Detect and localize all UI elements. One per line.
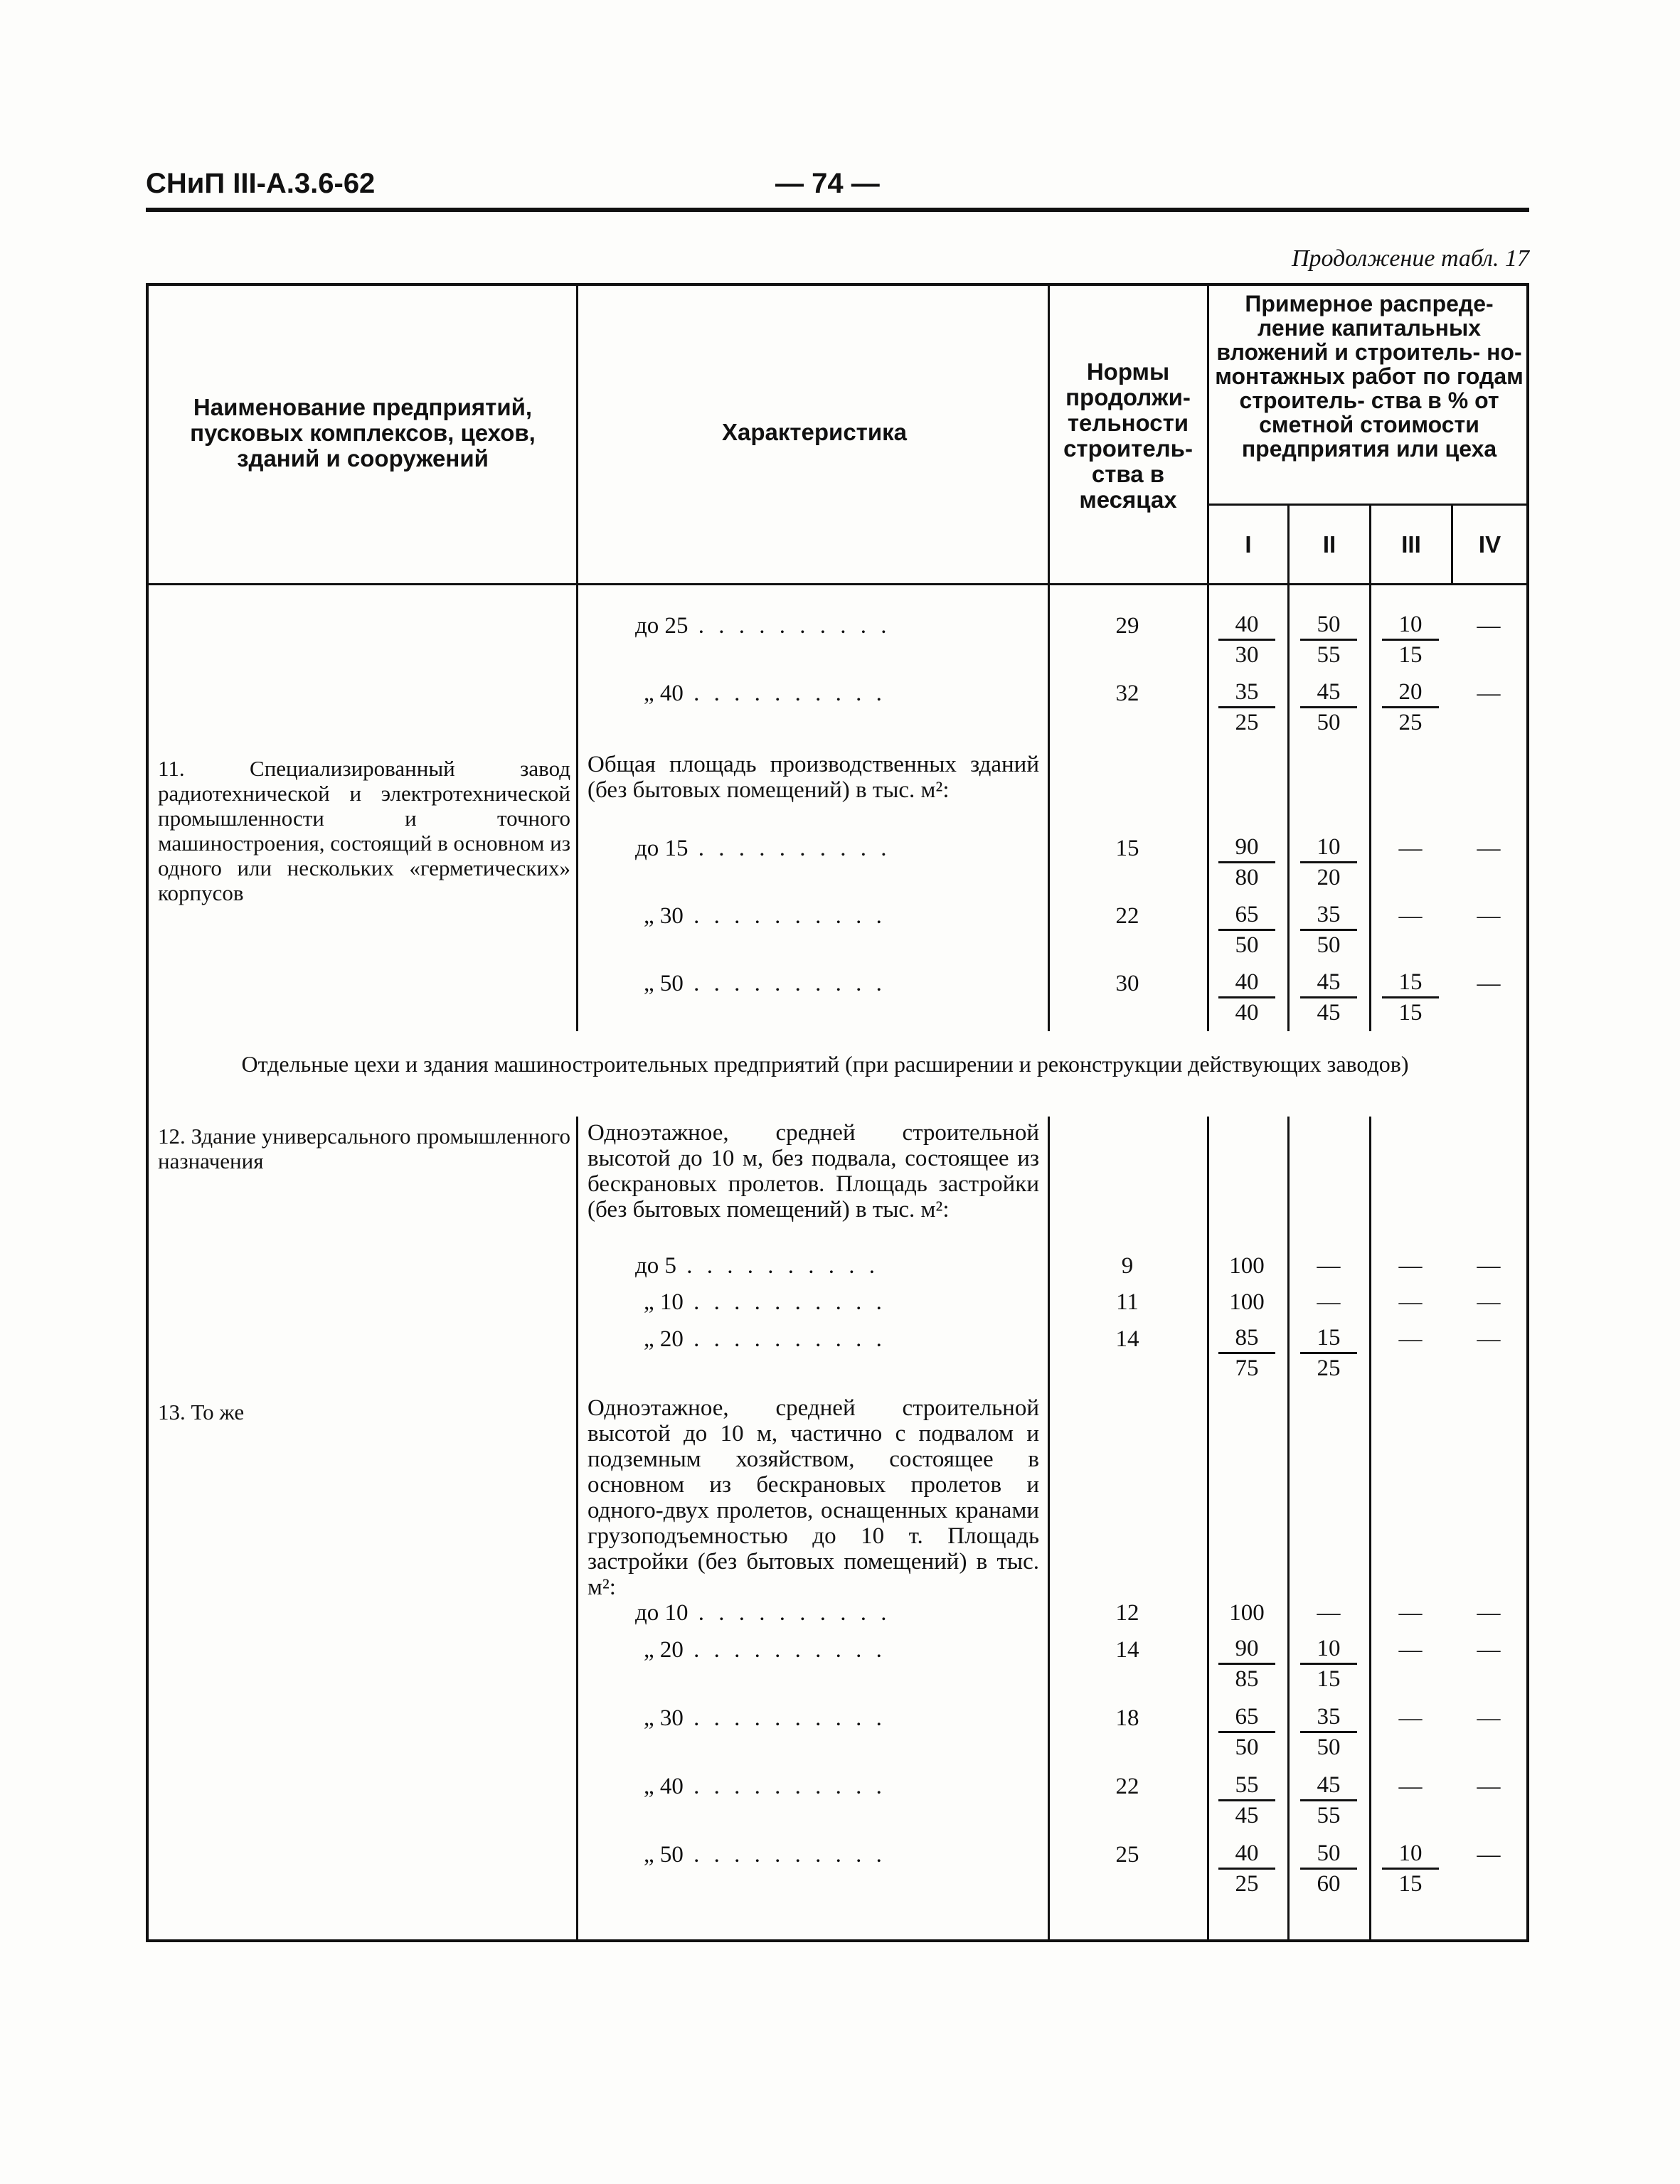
y2-fraction (1300, 678, 1357, 737)
col-divider (1048, 283, 1050, 585)
y4-value: — (1477, 836, 1501, 861)
row-label (644, 1289, 886, 1316)
y2-value: — (1317, 1253, 1341, 1279)
row-label-text: „ 20 (644, 1637, 684, 1663)
leader-dots: . . . . . . . . . . (683, 1705, 886, 1731)
y2-numerator: 45 (1300, 1771, 1357, 1801)
y4-value: — (1477, 971, 1501, 996)
row-label-text: „ 30 (644, 903, 684, 929)
row-label (635, 613, 891, 639)
y1-numerator: 40 (1218, 968, 1275, 998)
leader-dots: . . . . . . . . . . (683, 1842, 886, 1868)
duration-months: 29 (1115, 613, 1139, 639)
y3-numerator: 15 (1382, 968, 1439, 998)
y3-fraction (1382, 968, 1439, 1027)
header-year-1: I (1245, 531, 1252, 558)
y1-numerator: 55 (1218, 1771, 1275, 1801)
table-header-rule (146, 583, 1529, 585)
y2-denominator: 50 (1317, 1735, 1341, 1760)
duration-months: 15 (1115, 836, 1139, 861)
y4-value: — (1477, 903, 1501, 929)
y3-denominator: 15 (1398, 1000, 1423, 1026)
duration-months: 30 (1115, 971, 1139, 996)
y1-numerator: 35 (1218, 678, 1275, 708)
row-label (644, 1705, 886, 1732)
duration-months: 11 (1116, 1289, 1139, 1315)
y1-denominator: 80 (1235, 865, 1259, 890)
y1-fraction (1218, 968, 1275, 1027)
y1-numerator: 90 (1218, 833, 1275, 863)
y1-denominator: 45 (1235, 1803, 1259, 1828)
y2-numerator: 10 (1300, 833, 1357, 863)
item-11-name: 11. Специализированный завод радиотехнической и электротехнической промышленности и точного машиностроения, состоящий в основном из одного или нескольких «герметических» корпусов (158, 756, 570, 905)
row-label-text: „ 40 (644, 681, 684, 706)
y2-denominator: 50 (1317, 710, 1341, 735)
page-number: — 74 — (775, 168, 880, 199)
row-label (635, 836, 891, 862)
leader-dots: . . . . . . . . . . (683, 1637, 886, 1663)
y1-denominator: 75 (1235, 1355, 1259, 1381)
y1-numerator: 40 (1218, 1839, 1275, 1870)
y1-fraction (1218, 900, 1275, 959)
col-divider (1207, 585, 1209, 1031)
y2-fraction (1300, 610, 1357, 669)
y3-value: — (1398, 836, 1423, 861)
years-rule (1207, 504, 1529, 506)
leader-dots: . . . . . . . . . . (683, 681, 886, 706)
col-divider (1048, 585, 1050, 1031)
duration-months: 14 (1115, 1326, 1139, 1352)
y2-numerator: 45 (1300, 968, 1357, 998)
y3-denominator: 15 (1398, 1871, 1423, 1897)
row-label-text: до 25 (635, 613, 689, 639)
y2-denominator: 45 (1317, 1000, 1341, 1026)
row-label (644, 903, 886, 929)
row-label (635, 1600, 891, 1626)
y1-denominator: 50 (1235, 1735, 1259, 1760)
y1-numerator: 90 (1218, 1634, 1275, 1665)
col-divider (1287, 585, 1290, 1031)
y1-fraction (1218, 1839, 1275, 1898)
row-label (644, 971, 886, 997)
leader-dots: . . . . . . . . . . (683, 1774, 886, 1799)
leader-dots: . . . . . . . . . . (676, 1253, 880, 1279)
y1-numerator: 65 (1218, 1703, 1275, 1733)
y2-fraction (1300, 1323, 1357, 1383)
y1-denominator: 40 (1235, 1000, 1259, 1026)
leader-dots: . . . . . . . . . . (688, 1600, 891, 1626)
y4-value: — (1477, 1774, 1501, 1799)
y4-value: — (1477, 1253, 1501, 1279)
y4-value: — (1477, 1326, 1501, 1352)
leader-dots: . . . . . . . . . . (683, 1326, 886, 1352)
y2-fraction (1300, 968, 1357, 1027)
item-11-description: Общая площадь производственных зданий (без бытовых помещений) в тыс. м²: (588, 752, 1039, 803)
row-label (644, 1326, 886, 1353)
duration-months: 18 (1115, 1705, 1139, 1731)
y1-fraction (1218, 1771, 1275, 1830)
col-divider (1369, 1117, 1371, 1939)
y3-value: — (1398, 903, 1423, 929)
y2-fraction (1300, 900, 1357, 959)
y4-value: — (1477, 1600, 1501, 1626)
duration-months: 22 (1115, 1774, 1139, 1799)
y2-numerator: 50 (1300, 1839, 1357, 1870)
y1-fraction (1218, 1703, 1275, 1762)
y2-denominator: 50 (1317, 932, 1341, 958)
header-norms-column: Нормы продолжи- тельности строитель- ства в месяцах (1063, 358, 1193, 513)
duration-months: 9 (1121, 1253, 1134, 1279)
y2-denominator: 15 (1317, 1666, 1341, 1692)
y3-value: — (1398, 1289, 1423, 1315)
y1-denominator: 30 (1235, 642, 1259, 668)
y2-denominator: 55 (1317, 1803, 1341, 1828)
header-year-4: IV (1478, 531, 1501, 558)
y2-value: — (1317, 1600, 1341, 1626)
row-label-text: „ 50 (644, 1842, 684, 1868)
col-divider (1207, 1117, 1209, 1939)
section-title: Отдельные цехи и здания машиностроительных предприятий (при расширении и реконструкции действующих заводов) (241, 1051, 1409, 1077)
y2-fraction (1300, 1634, 1357, 1693)
y1-fraction (1218, 1634, 1275, 1693)
col-divider (1048, 1117, 1050, 1939)
y3-value: — (1398, 1600, 1423, 1626)
y1-fraction (1218, 610, 1275, 669)
row-label-text: „ 30 (644, 1705, 684, 1731)
y2-denominator: 25 (1317, 1355, 1341, 1381)
header-distribution-column: Примерное распреде- ление капитальных вложений и строитель- но-монтажных работ по годам строитель- ства в % от сметной стоимости предприятия или цеха (1215, 291, 1524, 462)
row-label-text: до 5 (635, 1253, 677, 1279)
y4-value: — (1477, 613, 1501, 639)
y2-numerator: 45 (1300, 678, 1357, 708)
duration-months: 12 (1115, 1600, 1139, 1626)
y3-fraction (1382, 1839, 1439, 1898)
row-label-text: „ 50 (644, 971, 684, 996)
y2-fraction (1300, 1703, 1357, 1762)
y2-numerator: 35 (1300, 900, 1357, 931)
item-12-name: 12. Здание универсального промышленного назначения (158, 1124, 570, 1173)
y1-denominator: 25 (1235, 710, 1259, 735)
row-label (644, 681, 886, 707)
y2-fraction (1300, 833, 1357, 892)
row-label (635, 1253, 879, 1279)
y2-denominator: 20 (1317, 865, 1341, 890)
col-divider (576, 1117, 578, 1939)
y2-numerator: 15 (1300, 1323, 1357, 1354)
leader-dots: . . . . . . . . . . (683, 1289, 886, 1315)
table-top-rule (146, 283, 1529, 286)
row-label-text: „ 20 (644, 1326, 684, 1352)
leader-dots: . . . . . . . . . . (683, 971, 886, 996)
leader-dots: . . . . . . . . . . (688, 836, 891, 861)
item-12-description: Одноэтажное, средней строительной высотой до 10 м, без подвала, состоящее из бескрановых пролетов. Площадь застройки (без бытовых помещений) в тыс. м²: (588, 1120, 1039, 1222)
y1-numerator: 40 (1218, 610, 1275, 641)
header-year-3: III (1401, 531, 1421, 558)
y3-numerator: 10 (1382, 610, 1439, 641)
col-divider (576, 283, 578, 585)
duration-months: 22 (1115, 903, 1139, 929)
y4-value: — (1477, 1289, 1501, 1315)
row-label-text: „ 10 (644, 1289, 684, 1315)
leader-dots: . . . . . . . . . . (683, 903, 886, 929)
y1-fraction (1218, 1323, 1275, 1383)
y2-denominator: 55 (1317, 642, 1341, 668)
table-continuation-note: Продолжение табл. 17 (1291, 245, 1529, 272)
header-rule (146, 208, 1529, 212)
item-13-description: Одноэтажное, средней строительной высотой до 10 м, частично с подвалом и подземным хозяйством, состоящее в основном из бескрановых пролетов и одного-двух пролетов, оснащенных кранами грузоподъемностью до 10 т. Площадь застройки (без бытовых помещений) в тыс. м²: (588, 1395, 1039, 1600)
row-label (644, 1842, 886, 1868)
y2-numerator: 50 (1300, 610, 1357, 641)
row-label (644, 1637, 886, 1663)
y1-value: 100 (1229, 1289, 1265, 1315)
y4-value: — (1477, 1637, 1501, 1663)
y3-value: — (1398, 1705, 1423, 1731)
y3-value: — (1398, 1253, 1423, 1279)
y4-value: — (1477, 1842, 1501, 1868)
header-characteristic-column: Характеристика (721, 419, 908, 445)
y4-value: — (1477, 1705, 1501, 1731)
y3-fraction (1382, 610, 1439, 669)
y3-value: — (1398, 1637, 1423, 1663)
y2-fraction (1300, 1771, 1357, 1830)
y1-denominator: 25 (1235, 1871, 1259, 1897)
y3-value: — (1398, 1774, 1423, 1799)
y1-fraction (1218, 833, 1275, 892)
table-right-border (1526, 283, 1529, 1942)
table-left-border (146, 283, 149, 1942)
y3-numerator: 10 (1382, 1839, 1439, 1870)
row-label-text: „ 40 (644, 1774, 684, 1799)
y1-value: 100 (1229, 1253, 1265, 1279)
y2-numerator: 35 (1300, 1703, 1357, 1733)
y1-fraction (1218, 678, 1275, 737)
col-divider (576, 585, 578, 1031)
col-divider (1287, 1117, 1290, 1939)
duration-months: 25 (1115, 1842, 1139, 1868)
y2-numerator: 10 (1300, 1634, 1357, 1665)
y1-numerator: 85 (1218, 1323, 1275, 1354)
y1-denominator: 50 (1235, 932, 1259, 958)
y3-denominator: 25 (1398, 710, 1423, 735)
leader-dots: . . . . . . . . . . (688, 613, 891, 639)
y1-value: 100 (1229, 1600, 1265, 1626)
y3-denominator: 15 (1398, 642, 1423, 668)
y1-numerator: 65 (1218, 900, 1275, 931)
col-divider (1369, 585, 1371, 1031)
y3-numerator: 20 (1382, 678, 1439, 708)
duration-months: 32 (1115, 681, 1139, 706)
row-label-text: до 10 (635, 1600, 689, 1626)
row-label (644, 1774, 886, 1800)
row-label-text: до 15 (635, 836, 689, 861)
document-code: СНиП III-А.3.6-62 (146, 168, 376, 199)
y2-denominator: 60 (1317, 1871, 1341, 1897)
y1-denominator: 85 (1235, 1666, 1259, 1692)
header-name-column: Наименование предприятий, пусковых комплексов, цехов, зданий и сооружений (190, 394, 536, 472)
y2-value: — (1317, 1289, 1341, 1315)
item-13-name: 13. То же (158, 1400, 245, 1424)
duration-months: 14 (1115, 1637, 1139, 1663)
table-bottom-rule (146, 1939, 1529, 1942)
y3-value: — (1398, 1326, 1423, 1352)
y3-fraction (1382, 678, 1439, 737)
header-year-2: II (1322, 531, 1336, 558)
y4-value: — (1477, 681, 1501, 706)
y2-fraction (1300, 1839, 1357, 1898)
